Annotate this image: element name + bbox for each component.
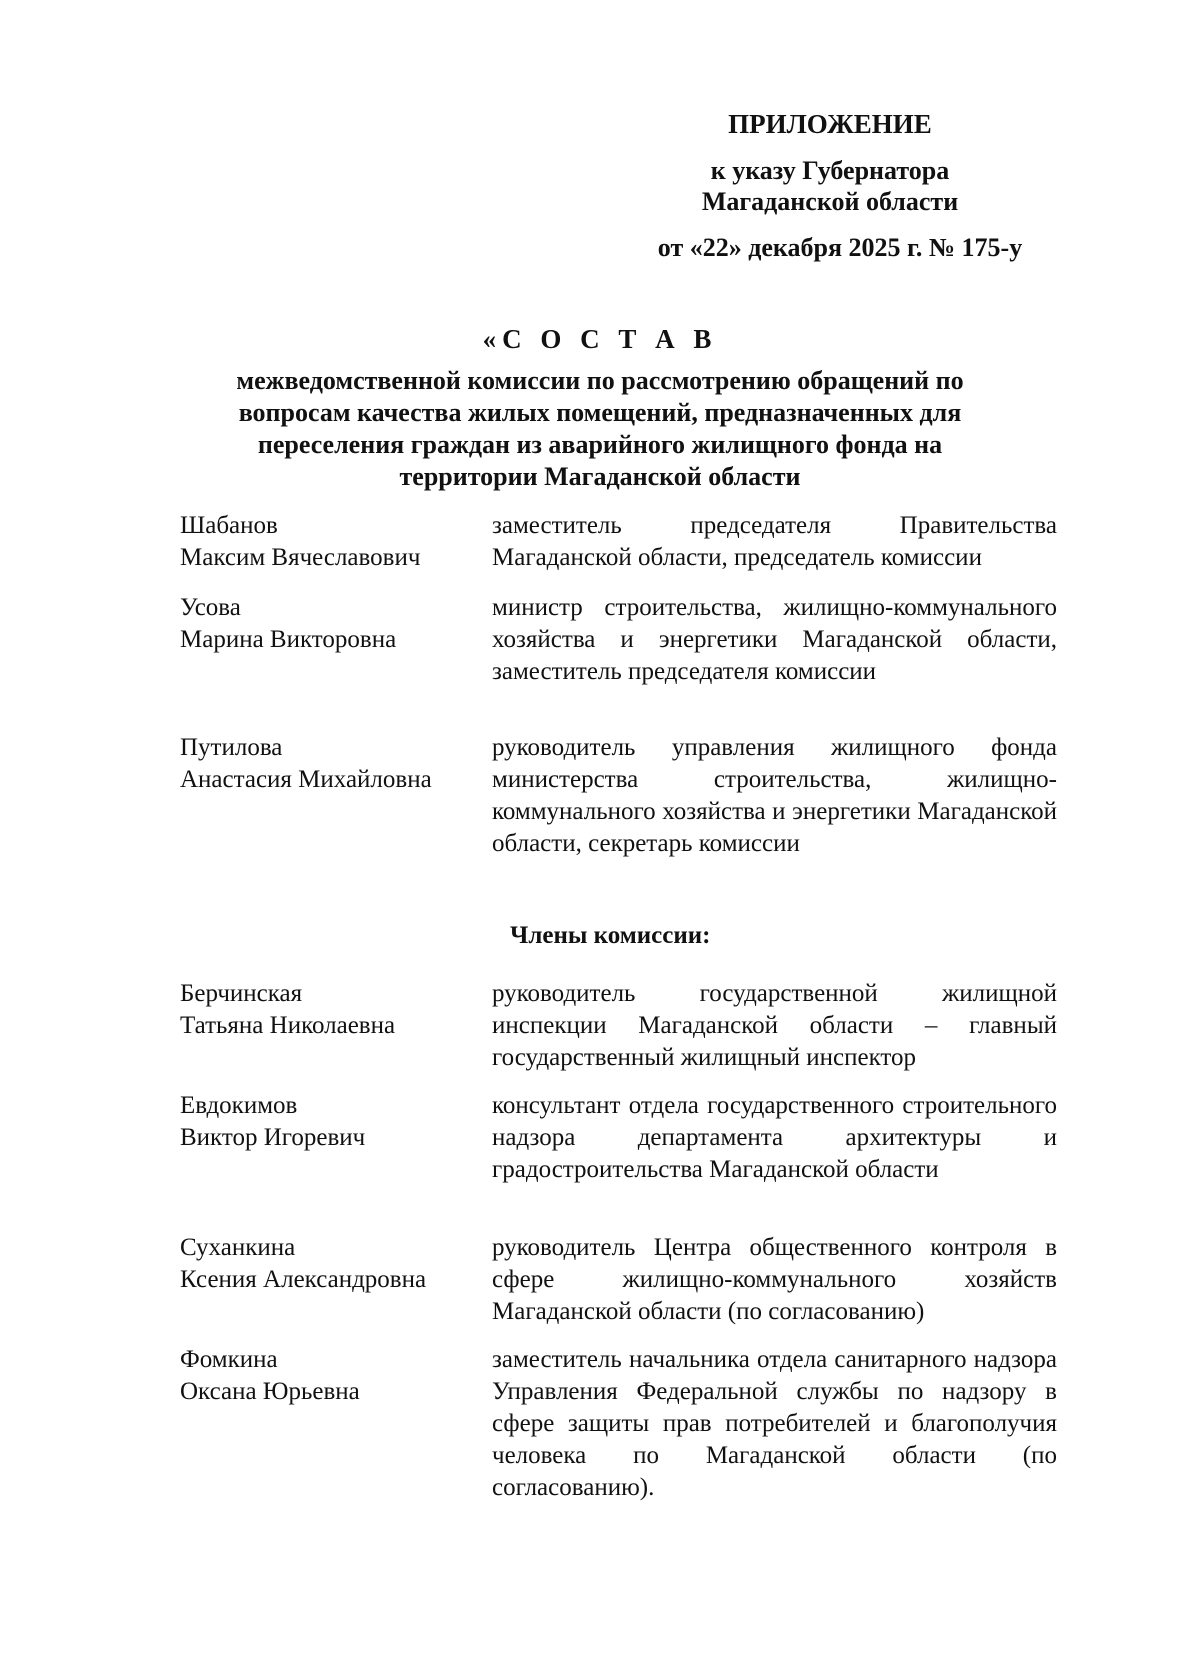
member-role: министр строительства, жилищно-коммунального хозяйства и энергетики Магаданской области, заместитель председателя комиссии bbox=[492, 594, 1057, 685]
member-name bbox=[180, 1090, 480, 1154]
member-role: руководитель Центра общественного контроля в сфере жилищно-коммунального хозяйств Магаданской области (по согласованию) bbox=[492, 1234, 1057, 1325]
member-given-name: Марина Викторовна bbox=[180, 626, 397, 653]
member-name bbox=[180, 978, 480, 1042]
document-subtitle: межведомственной комиссии по рассмотрению обращений по вопросам качества жилых помещений, предназначенных для переселения граждан из аварийного жилищного фонда на территории Магаданской области bbox=[236, 366, 964, 491]
member-name bbox=[180, 1232, 480, 1296]
document-title: «С О С Т А В bbox=[482, 324, 718, 354]
member-surname: Фомкина bbox=[180, 1346, 278, 1373]
member-given-name: Ксения Александровна bbox=[180, 1266, 427, 1293]
member-role: заместитель председателя Правительства Магаданской области, председатель комиссии bbox=[492, 512, 1057, 571]
member-name bbox=[180, 732, 480, 796]
member-given-name: Оксана Юрьевна bbox=[180, 1378, 360, 1405]
member-surname: Усова bbox=[180, 594, 241, 621]
member-surname: Евдокимов bbox=[180, 1092, 298, 1119]
members-heading: Члены комиссии: bbox=[510, 922, 711, 949]
member-name bbox=[180, 510, 480, 574]
member-surname: Суханкина bbox=[180, 1234, 296, 1261]
annex-date: от «22» декабря 2025 г. № 175-у bbox=[657, 233, 1023, 262]
member-given-name: Максим Вячеславович bbox=[180, 544, 421, 571]
member-name bbox=[180, 1344, 480, 1408]
member-surname: Шабанов bbox=[180, 512, 278, 539]
member-given-name: Анастасия Михайловна bbox=[180, 766, 432, 793]
annex-title: ПРИЛОЖЕНИЕ bbox=[728, 109, 932, 139]
member-surname: Берчинская bbox=[180, 980, 303, 1007]
member-role: руководитель управления жилищного фонда министерства строительства, жилищно-коммунального хозяйства и энергетики Магаданской области, секретарь комиссии bbox=[492, 734, 1057, 857]
annex-region-line: Магаданской области bbox=[701, 187, 959, 216]
member-role: заместитель начальника отдела санитарного надзора Управления Федеральной службы по надзору в сфере защиты прав потребителей и благополучия человека по Магаданской области (по согласованию). bbox=[492, 1346, 1057, 1501]
annex-decree-line: к указу Губернатора bbox=[710, 156, 950, 185]
member-given-name: Виктор Игоревич bbox=[180, 1124, 366, 1151]
member-surname: Путилова bbox=[180, 734, 283, 761]
member-name bbox=[180, 592, 480, 656]
member-given-name: Татьяна Николаевна bbox=[180, 1012, 396, 1039]
member-role: консультант отдела государственного строительного надзора департамента архитектуры и градостроительства Магаданской области bbox=[492, 1092, 1057, 1183]
member-role: руководитель государственной жилищной инспекции Магаданской области – главный государственный жилищный инспектор bbox=[492, 980, 1057, 1071]
